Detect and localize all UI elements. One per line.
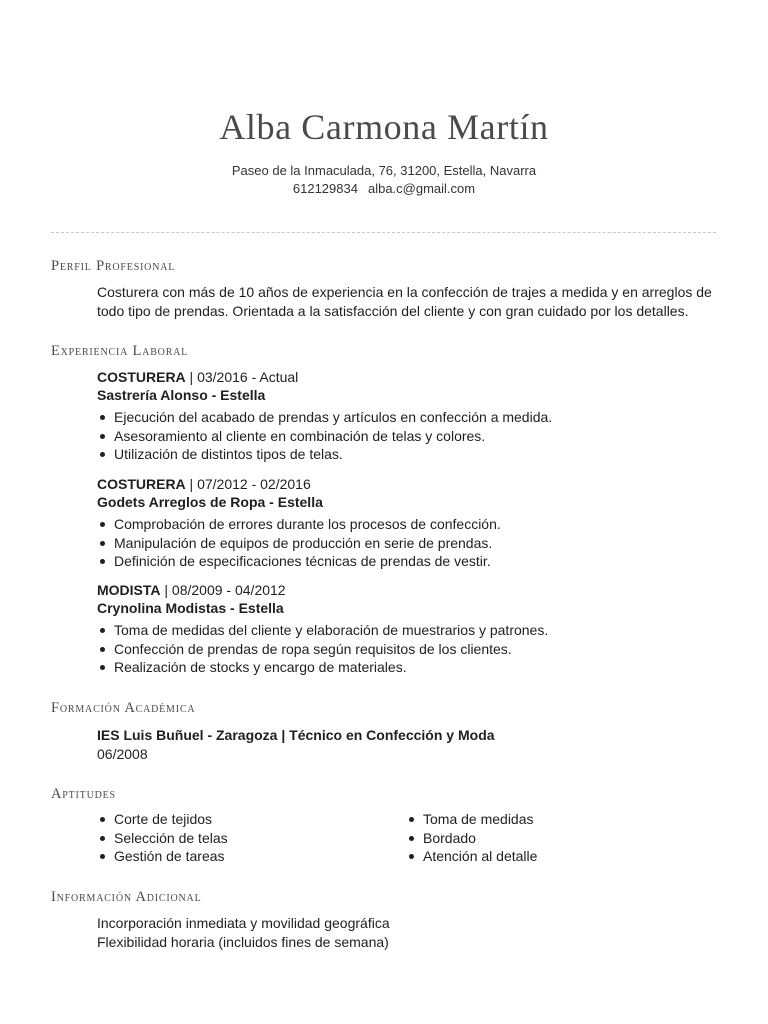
skills-left-column: [97, 810, 228, 866]
section-title-experience: Experiencia Laboral: [51, 343, 189, 359]
skills-right-column: [406, 810, 537, 866]
job-heading: [97, 581, 722, 599]
job-heading: [97, 475, 722, 493]
list-item: Toma de medidas: [406, 810, 537, 829]
list-item: Comprobación de errores durante los procesos de confección.: [97, 515, 722, 534]
additional-line: Incorporación inmediata y movilidad geográfica: [97, 915, 390, 931]
section-title-profile: Perfil Profesional: [51, 258, 176, 274]
job-company: Sastrería Alonso - Estella: [97, 387, 266, 403]
contact-line: [0, 180, 768, 197]
job-duties: [97, 408, 722, 464]
job-heading: [97, 368, 722, 386]
job-entry: [97, 581, 722, 677]
email: alba.c@gmail.com: [367, 181, 476, 196]
list-item: Utilización de distintos tipos de telas.: [97, 445, 722, 464]
job-period: | 03/2016 - Actual: [185, 369, 299, 385]
divider: [51, 232, 716, 233]
job-period: | 07/2012 - 02/2016: [185, 476, 311, 492]
job-role: COSTURERA: [97, 476, 186, 492]
job-duties: [97, 621, 722, 677]
job-company: Godets Arreglos de Ropa - Estella: [97, 494, 323, 510]
list-item: Gestión de tareas: [97, 847, 228, 866]
list-item: Bordado: [406, 829, 537, 848]
list-item: Atención al detalle: [406, 847, 537, 866]
education-date: 06/2008: [97, 746, 148, 762]
candidate-name: Alba Carmona Martín: [219, 107, 549, 147]
list-item: Definición de especificaciones técnicas de prendas de vestir.: [97, 552, 722, 571]
job-period: | 08/2009 - 04/2012: [160, 582, 286, 598]
additional-line: Flexibilidad horaria (incluidos fines de semana): [97, 934, 389, 950]
job-company: Crynolina Modistas - Estella: [97, 600, 284, 616]
job-entry: [97, 475, 722, 571]
job-duties: [97, 515, 722, 571]
profile-text: Costurera con más de 10 años de experiencia en la confección de trajes a medida y en arreglos de todo tipo de prendas. Orientada a la satisfacción del cliente y con gran cuidado por los detalles.: [97, 284, 712, 319]
list-item: Toma de medidas del cliente y elaboración de muestrarios y patrones.: [97, 621, 722, 640]
job-role: COSTURERA: [97, 369, 186, 385]
list-item: Realización de stocks y encargo de materiales.: [97, 658, 722, 677]
section-title-additional: Información Adicional: [51, 889, 202, 905]
education-line: IES Luis Buñuel - Zaragoza | Técnico en Confección y Moda: [97, 727, 495, 743]
additional-info: [97, 914, 722, 952]
address: Paseo de la Inmaculada, 76, 31200, Estella, Navarra: [231, 163, 537, 178]
education-entry: [97, 726, 722, 764]
list-item: Corte de tejidos: [97, 810, 228, 829]
section-title-education: Formación Académica: [51, 700, 196, 716]
list-item: Manipulación de equipos de producción en serie de prendas.: [97, 534, 722, 553]
section-title-skills: Aptitudes: [51, 786, 116, 802]
job-role: MODISTA: [97, 582, 161, 598]
list-item: Selección de telas: [97, 829, 228, 848]
list-item: Asesoramiento al cliente en combinación de telas y colores.: [97, 427, 722, 446]
list-item: Ejecución del acabado de prendas y artículos en confección a medida.: [97, 408, 722, 427]
phone: 612129834: [292, 181, 358, 196]
job-entry: [97, 368, 722, 464]
list-item: Confección de prendas de ropa según requisitos de los clientes.: [97, 640, 722, 659]
